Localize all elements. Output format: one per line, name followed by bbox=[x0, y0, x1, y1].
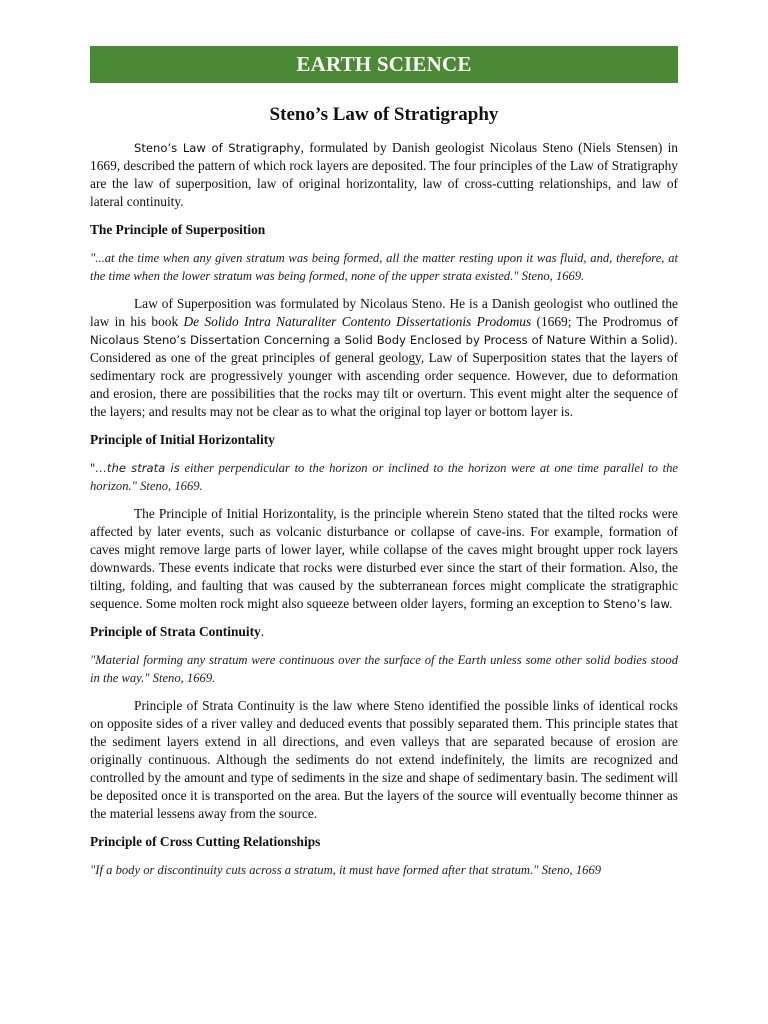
continuity-heading: Principle of Strata Continuity bbox=[90, 624, 261, 639]
continuity-paragraph: Principle of Strata Continuity is the law where Steno identified the possible links of identical rocks on opposite sides of a river valley and deduced events that possibly separated them. This principle states that the sediment layers extend in all directions, and even valleys that are separated because of erosion are originally continuous. Although the sediments do not extend indefinitely, the limits are recognized and controlled by the amount and type of sediments in the size and shape of sedimentary basin. The sediment will be deposited once it is transported on the area. But the layers of the source will eventually become thinner as the material lessens away from the source. bbox=[90, 698, 678, 821]
horizontality-quote-sans: "…the strata is bbox=[90, 461, 180, 475]
horizontality-paragraph bbox=[90, 505, 678, 613]
intro-paragraph bbox=[90, 139, 678, 211]
superposition-body-mid: (1669; The Prodromus bbox=[531, 314, 667, 329]
horizontality-heading: Principle of Initial Horizontality bbox=[90, 432, 275, 447]
horizontality-quote bbox=[90, 459, 678, 495]
superposition-heading: The Principle of Superposition bbox=[90, 222, 266, 237]
subject-banner bbox=[90, 46, 678, 83]
superposition-book-title: De Solido Intra Naturaliter Contento Dissertationis Prodomus bbox=[183, 314, 532, 329]
superposition-quote: "...at the time when any given stratum was being formed, all the matter resting upon it was fluid, and, therefore, at the time when the lower stratum was being formed, none of the upper strata existed." Steno, 1669. bbox=[90, 251, 678, 283]
subject-banner-text: EARTH SCIENCE bbox=[296, 52, 472, 76]
superposition-body-post: Considered as one of the great principles of general geology, Law of Superposition states that the layers of sedimentary rock are progressively younger with ascending order sequence. However, due to deformation and erosion, there are possibilities that the rocks may tilt or overturn. This event might alter the sequence of the layers; and results may not be clear as to what the original top layer or bottom layer is. bbox=[90, 350, 678, 419]
superposition-body-sans: of Nicolaus Steno’s Dissertation Concerning a Solid Body Enclosed by Process of Nature Within a Solid). bbox=[90, 315, 678, 347]
superposition-body-pre: Law of Superposition was formulated by Nicolaus Steno. He is a Danish geologist who outlined the law in his book bbox=[90, 296, 678, 329]
superposition-paragraph bbox=[90, 295, 678, 421]
continuity-heading-line bbox=[90, 623, 678, 641]
crosscutting-quote: "If a body or discontinuity cuts across a stratum, it must have formed after that stratum." Steno, 1669 bbox=[90, 863, 602, 877]
horizontality-quote-rest: either perpendicular to the horizon or inclined to the horizon were at one time parallel to the horizon." Steno, 1669. bbox=[90, 461, 678, 493]
continuity-quote: "Material forming any stratum were continuous over the surface of the Earth unless some other solid bodies stood in the way." Steno, 1669. bbox=[90, 653, 678, 685]
crosscutting-heading: Principle of Cross Cutting Relationships bbox=[90, 834, 321, 849]
horizontality-body-sans: to Steno’s law. bbox=[587, 597, 673, 611]
document-page bbox=[90, 46, 678, 879]
continuity-heading-tail: . bbox=[260, 624, 265, 639]
intro-lead: Steno’s Law of Stratigraphy bbox=[134, 141, 301, 155]
horizontality-body-main: The Principle of Initial Horizontality, is the principle wherein Steno stated that the tilted rocks were affected by later events, such as volcanic disturbance or collapse of cave-ins. For example, formation of caves might remove large parts of lower layer, while collapse of the caves might brought upper rock layers downwards. These events indicate that rocks were disturbed ever since the start of their formation. Also, the tilting, folding, and faulting that was caused by the subterranean forces might complicate the stratigraphic sequence. Some molten rock might also squeeze between older layers, forming an exception bbox=[90, 506, 678, 611]
intro-rest: , formulated by Danish geologist Nicolaus Steno (Niels Stensen) in 1669, described the pattern of which rock layers are deposited. The four principles of the Law of Stratigraphy are the law of superposition, law of original horizontality, law of cross-cutting relationships, and law of lateral continuity. bbox=[90, 140, 678, 209]
document-title: Steno’s Law of Stratigraphy bbox=[269, 104, 499, 125]
